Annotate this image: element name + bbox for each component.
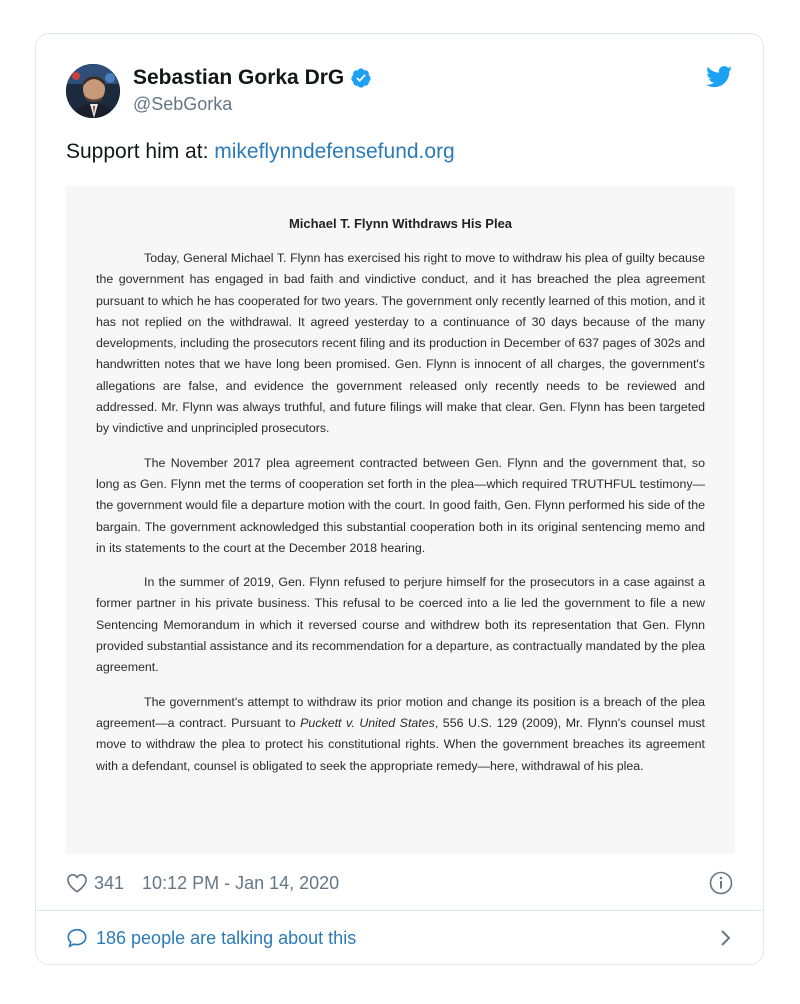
like-count[interactable]: 341 (94, 872, 125, 893)
author-handle[interactable]: @SebGorka (133, 94, 233, 114)
document-image[interactable] (66, 186, 735, 854)
twitter-bird-icon[interactable] (706, 66, 733, 88)
verified-badge-icon (350, 67, 372, 89)
document-body (96, 248, 705, 790)
document-paragraph-part: The government's attempt to withdraw its prior motion and change its position is a breach of the plea agreement—a contract. Pursuant to (96, 694, 705, 730)
defense-fund-link[interactable]: mikeflynndefensefund.org (214, 140, 455, 163)
avatar[interactable] (66, 64, 120, 118)
document-paragraph-part: , 556 U.S. 129 (2009), Mr. Flynn's counsel must move to withdraw the plea to protect his constitutional rights. When the government breaches its agreement with a defendant, counsel is obligated to seek the appropriate remedy—here, withdrawal of his plea. (96, 715, 705, 773)
author-block (133, 66, 372, 115)
info-icon[interactable] (709, 871, 733, 895)
conversation-link[interactable] (66, 922, 733, 954)
divider (36, 910, 763, 911)
tweet-text (66, 140, 455, 164)
document-paragraph (96, 692, 705, 777)
document-paragraph: In the summer of 2019, Gen. Flynn refused to perjure himself for the prosecutors in a case against a former partner in his private business. This refusal to be coerced into a lie led the government to file a new Sentencing Memorandum in which it reversed course and withdrew both its representation that Gen. Flynn provided substantial assistance and its recommendation for a departure, as contractually mandated by the plea agreement. (96, 575, 705, 675)
tweet-card[interactable] (35, 33, 764, 965)
talking-count[interactable]: 186 people are talking about this (96, 927, 357, 948)
tweet-header (66, 62, 733, 122)
document-title: Michael T. Flynn Withdraws His Plea (288, 216, 513, 231)
case-citation: Puckett v. United States (300, 715, 435, 730)
speech-bubble-icon (66, 927, 88, 949)
document-paragraph: The November 2017 plea agreement contracted between Gen. Flynn and the government that, so long as Gen. Flynn met the terms of cooperation set forth in the plea—which required TRUTHFUL testimony—the government would file a departure motion with the court. In good faith, Gen. Flynn performed his side of the bargain. The government acknowledged this substantial cooperation both in its original sentencing memo and in its statements to the court at the December 2018 hearing. (96, 455, 705, 555)
chevron-right-icon[interactable] (717, 928, 733, 948)
timestamp[interactable]: 10:12 PM - Jan 14, 2020 (142, 872, 340, 893)
tweet-meta (66, 868, 733, 898)
document-paragraph: Today, General Michael T. Flynn has exercised his right to move to withdraw his plea of guilty because the government has engaged in bad faith and vindictive conduct, and it has breached the plea agreement pursuant to which he has cooperated for two years. The government only recently learned of this motion, and it has not replied on the withdrawal. It agreed yesterday to a continuance of 30 days because of the many developments, including the prosecutors recent filing and its production in December of 637 pages of 302s and handwritten notes that we have long been promised. Gen. Flynn is innocent of all charges, the government's allegations are false, and evidence the government released only recently needs to be reviewed and addressed. Mr. Flynn was always truthful, and future filings will make that clear. Gen. Flynn has been targeted by vindictive and unprincipled prosecutors. (96, 251, 705, 436)
author-name-row[interactable] (133, 66, 372, 90)
author-name[interactable]: Sebastian Gorka DrG (133, 66, 345, 89)
tweet-text-prefix: Support him at: (66, 140, 215, 163)
heart-icon[interactable] (66, 873, 88, 893)
